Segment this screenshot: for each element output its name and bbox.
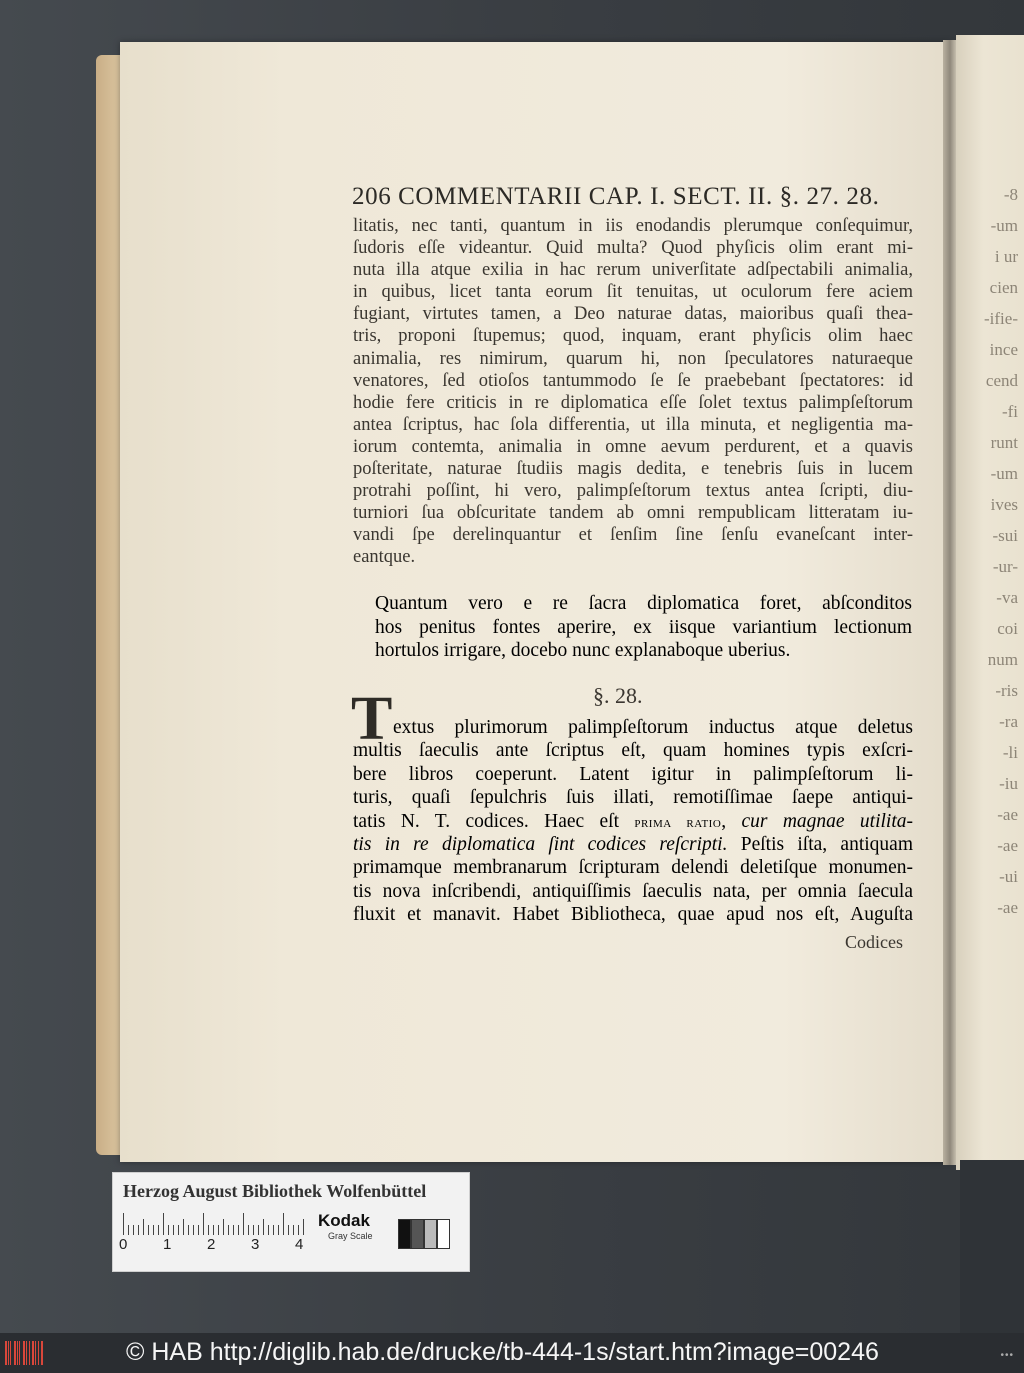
ruler-tick: [188, 1225, 189, 1235]
text-line: hos penitus fontes aperire, ex iisque variantium lectionum: [375, 616, 912, 638]
facing-page-fragment: -fi: [1001, 402, 1018, 421]
page-header: 206 COMMENTARII CAP. I. SECT. II. §. 27. 28.: [352, 183, 880, 210]
facing-page-fragment: -ifie-: [984, 309, 1018, 328]
gray-scale-label: Gray Scale: [328, 1231, 373, 1241]
facing-page-fragment: ives: [990, 495, 1018, 514]
facing-page-fragment: i ur: [994, 247, 1018, 266]
kodak-logo: Kodak: [318, 1211, 370, 1230]
text-line: litatis, nec tanti, quantum in iis enodandis plerumque conſequimur,: [353, 216, 913, 236]
text-span: Peſtis iſta, antiquam: [727, 833, 913, 855]
text-line: turis, quaſi ſepulchris ſuis illati, remotiſſimae ſaepe antiqui-: [353, 787, 913, 809]
text-line: [353, 810, 913, 833]
ruler-tick: [283, 1213, 284, 1235]
text-span: ,: [721, 810, 742, 832]
text-line: animalia, res nimirum, quarum hi, non ſpeculatores naturaeque: [353, 348, 913, 369]
swatch-white: [437, 1219, 450, 1249]
text-line: ſudoris eſſe videantur. Quid multa? Quod phyſicis olim erant mi-: [353, 238, 913, 259]
text-line: eantque.: [353, 547, 416, 568]
barcode-icon: [5, 1341, 45, 1365]
text-span: tatis N. T. codices. Haec eſt: [353, 810, 635, 832]
swatch-light-gray: [424, 1219, 437, 1249]
facing-page-fragment: -ra: [999, 712, 1018, 731]
ruler-tick: [233, 1225, 234, 1235]
ruler-tick: [263, 1219, 264, 1235]
more-icon[interactable]: •••: [1000, 1350, 1014, 1361]
ruler-tick: [248, 1225, 249, 1235]
text-line: hodie fere criticis in re diplomatica eſſe ſolet textus palimpſeſtorum: [353, 392, 913, 413]
scan-background-corner: [960, 1160, 1024, 1335]
text-line: tris, proponi ſtupemus; quod, inquam, erant phyſicis olim haec: [353, 326, 913, 347]
ruler-tick: [213, 1225, 214, 1235]
ruler-tick: [243, 1213, 244, 1235]
text-line: multis ſaeculis ante ſcriptus eſt, quam homines typis exſcri-: [353, 740, 913, 762]
ruler-number: 4: [295, 1236, 304, 1253]
facing-page-fragment: -ae: [997, 836, 1018, 855]
ruler-tick: [153, 1225, 154, 1235]
text-line: hortulos irrigare, docebo nunc explanaboque uberius.: [375, 640, 791, 661]
facing-page-fragment: -um: [990, 464, 1018, 483]
facing-page-fragment: -sui: [992, 526, 1018, 545]
ruler-tick: [253, 1225, 254, 1235]
ruler-tick: [208, 1225, 209, 1235]
facing-page-fragment: -ae: [997, 805, 1018, 824]
ruler-tick: [223, 1219, 224, 1235]
ruler-tick: [293, 1225, 294, 1235]
ruler-tick: [298, 1225, 299, 1235]
text-line: turniori ſua obſcuritate tandem ab omni rempublicam litteratam iu-: [353, 503, 913, 524]
ruler-tick: [123, 1213, 124, 1235]
drop-cap: T: [351, 685, 393, 753]
text-line: nuta illa atque exilia in hac rerum univerſitate adſpectabili animalia,: [353, 260, 913, 281]
ruler-number: 3: [251, 1236, 260, 1253]
small-caps-span: prima ratio: [634, 814, 722, 831]
ruler-tick: [238, 1225, 239, 1235]
ruler-tick: [218, 1225, 219, 1235]
ruler-scale: [123, 1213, 313, 1235]
ruler-tick: [143, 1219, 144, 1235]
facing-page-fragment: -ae: [997, 898, 1018, 917]
book-gutter: [943, 40, 957, 1165]
ruler-tick: [288, 1225, 289, 1235]
facing-page-fragment: cien: [989, 278, 1018, 297]
text-line: in quibus, licet tanta eorum ſit tenuitas, ut oculorum fere aciem: [353, 282, 913, 303]
text-line: [353, 833, 913, 856]
facing-page-fragment: -8: [1003, 185, 1018, 204]
ruler-tick: [203, 1213, 204, 1235]
italic-span: tis in re diplomatica ſint codices reſcripti.: [353, 833, 728, 855]
ruler-tick: [178, 1225, 179, 1235]
paragraph-3: [353, 716, 913, 927]
text-line: vandi ſpe derelinquantur et ſenſim ſine ſenſu evaneſcant inter-: [353, 525, 913, 546]
text-line: extus plurimorum palimpſeſtorum inductus atque deletus: [393, 717, 913, 738]
paragraph-2: [375, 592, 912, 663]
ruler-tick: [303, 1219, 304, 1235]
ruler-tick: [168, 1225, 169, 1235]
ruler-tick: [228, 1225, 229, 1235]
ruler-tick: [158, 1225, 159, 1235]
ruler-tick: [173, 1225, 174, 1235]
facing-page-fragment: -ur-: [992, 557, 1018, 576]
text-line: protrahi poſſint, hi vero, palimpſeſtorum textus antea ſcripti, diu-: [353, 481, 913, 502]
ruler-tick: [198, 1225, 199, 1235]
facing-page-fragment: -iu: [999, 774, 1018, 793]
facing-page-fragment: ince: [989, 340, 1018, 359]
text-line: Quantum vero e re ſacra diplomatica foret, abſconditos: [375, 593, 912, 614]
ruler-tick: [183, 1219, 184, 1235]
text-line: fluxit et manavit. Habet Bibliotheca, quae apud nos eſt, Auguſta: [353, 904, 913, 926]
swatch-black: [398, 1219, 411, 1249]
ruler-tick: [128, 1225, 129, 1235]
italic-span: cur magnae utilita-: [741, 810, 913, 832]
text-line: venatores, ſed otioſos tantummodo ſe ſe praebebant ſpectatores: id: [353, 370, 913, 391]
text-line: iorum contemta, animalia in omne aevum perdurent, et a quavis: [353, 436, 913, 457]
facing-page-fragment: -va: [996, 588, 1018, 607]
library-name: Herzog August Bibliothek Wolfenbüttel: [123, 1181, 427, 1201]
catchword: Codices: [845, 932, 903, 952]
text-line: antea ſcriptus, hac ſola differentia, ut illa minuta, et negligentia ma-: [353, 414, 913, 435]
ruler-tick: [273, 1225, 274, 1235]
ruler-tick: [268, 1225, 269, 1235]
footer-bar: [0, 1333, 1024, 1373]
color-calibration-card: [112, 1172, 470, 1272]
swatch-dark-gray: [411, 1219, 424, 1249]
ruler-number: 1: [163, 1236, 172, 1253]
ruler-tick: [278, 1225, 279, 1235]
text-line: tis nova inſcribendi, antiquiſſimis ſaeculis nata, per omnia ſaecula: [353, 880, 913, 902]
paragraph-1: [353, 215, 913, 569]
ruler-tick: [193, 1225, 194, 1235]
facing-page: [956, 35, 1024, 1170]
text-line: fugiant, virtutes tamen, a Deo naturae datas, maioribus quaſi thea-: [353, 304, 913, 325]
facing-page-fragment: -um: [990, 216, 1018, 235]
ruler-number: 0: [119, 1236, 128, 1253]
facing-page-fragment: cend: [985, 371, 1018, 390]
facing-page-fragment: runt: [990, 433, 1018, 452]
ruler-number: 2: [207, 1236, 216, 1253]
text-line: primamque membranarum ſcripturam delendi deletiſque monumen-: [353, 857, 913, 879]
ruler-tick: [148, 1225, 149, 1235]
copyright-url[interactable]: © HAB http://diglib.hab.de/drucke/tb-444-1s/start.htm?image=00246: [126, 1338, 879, 1366]
ruler-tick: [138, 1225, 139, 1235]
facing-page-fragment: -ris: [995, 681, 1018, 700]
text-line: bere libros coeperunt. Latent igitur in palimpſeſtorum li-: [353, 763, 913, 785]
ruler-tick: [258, 1225, 259, 1235]
facing-page-fragment: -li: [1002, 743, 1018, 762]
ruler-tick: [133, 1225, 134, 1235]
facing-page-fragment: -ui: [999, 867, 1018, 886]
ruler-tick: [163, 1213, 164, 1235]
text-line: poſteritate, naturae ſtudiis magis dedita, e tenebris ſuis in lucem: [353, 459, 913, 480]
section-number: §. 28.: [593, 683, 643, 708]
facing-page-fragment: num: [987, 650, 1018, 669]
facing-page-fragment: coi: [997, 619, 1018, 638]
